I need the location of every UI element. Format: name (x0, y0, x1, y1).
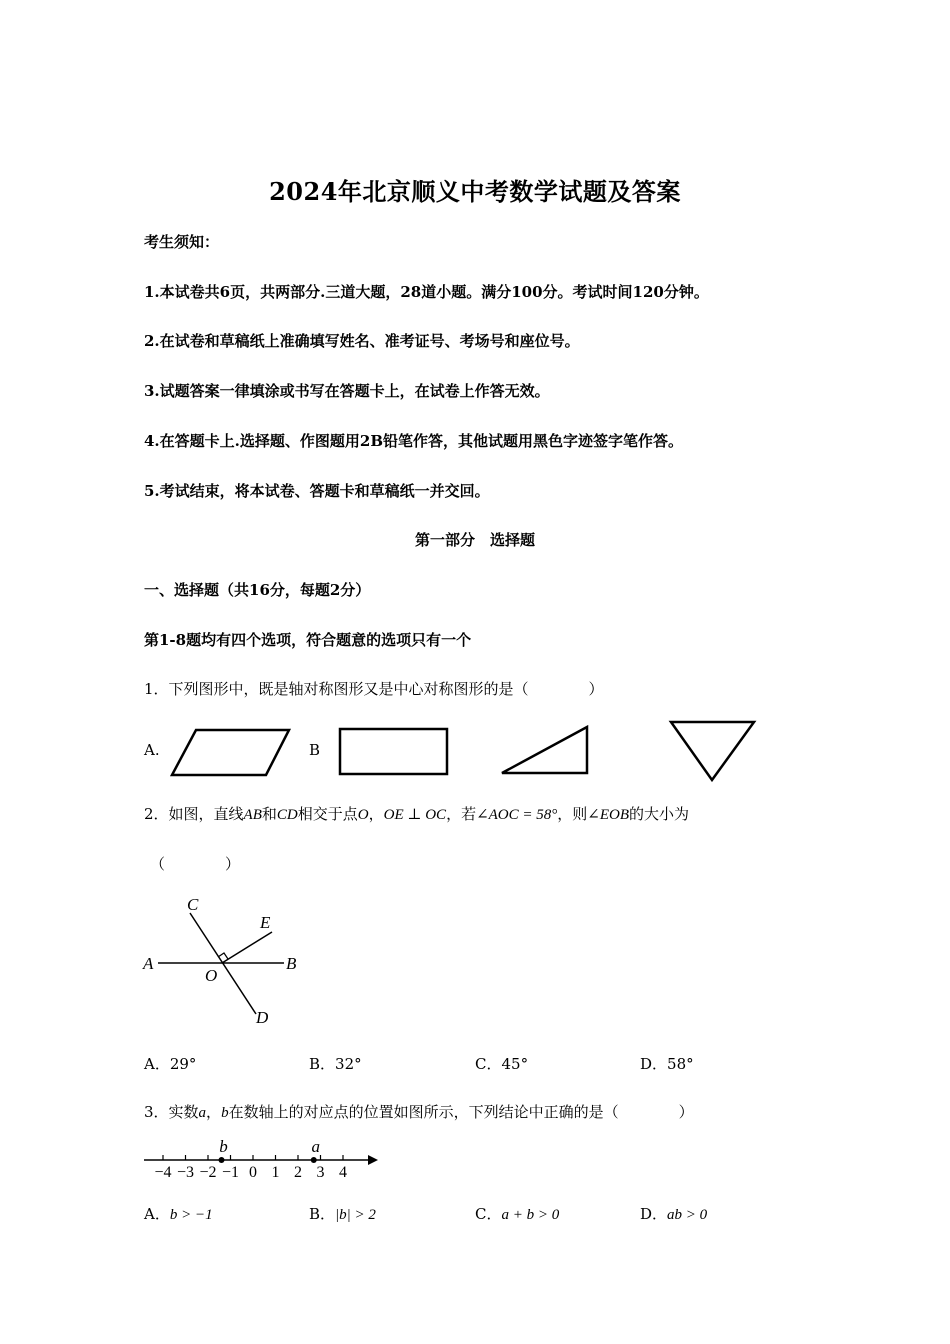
axis-tick-label: −1 (221, 1164, 240, 1181)
notice-item: 2.在试卷和草稿纸上准确填写姓名、准考证号、考场号和座位号。 (144, 332, 580, 350)
axis-arrow-icon (368, 1155, 378, 1165)
label-c: C (187, 895, 199, 914)
point-b-label: b (219, 1137, 228, 1156)
q2-answer-paren: （ ） (150, 855, 241, 873)
label-b: B (286, 954, 297, 973)
q3-option-c: C．a + b > 0 (475, 1205, 560, 1223)
axis-tick-label: 4 (339, 1164, 347, 1181)
notice-item: 4.在答题卡上.选择题、作图题用2B铅笔作答，其他试题用黑色字迹签字笔作答。 (144, 432, 684, 450)
page-title: 2024年北京顺义中考数学试题及答案 (269, 177, 681, 206)
notice-item: 1.本试卷共6页，共两部分.三道大题，28道小题。满分100分。考试时间120分钟。 (144, 283, 709, 301)
q3-option-d: D．ab > 0 (640, 1205, 708, 1223)
section-instruction: 第1-8题均有四个选项，符合题意的选项只有一个 (144, 631, 472, 649)
q2-option-b: B．32° (309, 1055, 362, 1073)
point-b (219, 1157, 225, 1163)
q2-option-c: C．45° (475, 1055, 529, 1073)
point-a (311, 1157, 317, 1163)
q2-stem: 2．如图，直线AB和CD相交于点O，OE ⊥ OC，若∠AOC = 58°，则∠EOB的大小为 (144, 805, 690, 823)
notice-heading: 考生须知： (144, 233, 220, 251)
q3-option-a: A．b > −1 (144, 1205, 213, 1223)
q1-stem: 1．下列图形中，既是轴对称图形又是中心对称图形的是（ ） (144, 680, 604, 698)
axis-tick-label: −2 (199, 1164, 217, 1181)
q1-label-a: A. (144, 741, 160, 759)
point-a-label: a (311, 1137, 320, 1156)
q2-option-a: A．29° (144, 1055, 197, 1073)
axis-tick-label: 1 (271, 1164, 280, 1181)
notice-item: 5.考试结束，将本试卷、答题卡和草稿纸一并交回。 (144, 482, 490, 500)
axis-tick-label: 3 (316, 1164, 325, 1181)
axis-tick-label: 2 (294, 1164, 302, 1181)
label-e: E (260, 913, 271, 932)
q1-label-b: B (309, 741, 321, 759)
axis-tick-label: 0 (249, 1164, 257, 1181)
axis-tick-label: −4 (154, 1164, 172, 1181)
section-heading: 一、选择题（共16分，每题2分） (144, 581, 371, 599)
q2-option-d: D．58° (640, 1055, 694, 1073)
q3-stem: 3．实数a，b在数轴上的对应点的位置如图所示，下列结论中正确的是（ ） (144, 1103, 694, 1121)
q3-option-b: B．|b| > 2 (309, 1205, 376, 1223)
part-heading: 第一部分 选择题 (414, 531, 535, 549)
label-a: A (143, 954, 154, 973)
label-o: O (205, 966, 218, 985)
notice-item: 3.试题答案一律填涂或书写在答题卡上，在试卷上作答无效。 (144, 382, 550, 400)
axis-tick-label: −3 (176, 1164, 195, 1181)
label-d: D (256, 1008, 269, 1027)
